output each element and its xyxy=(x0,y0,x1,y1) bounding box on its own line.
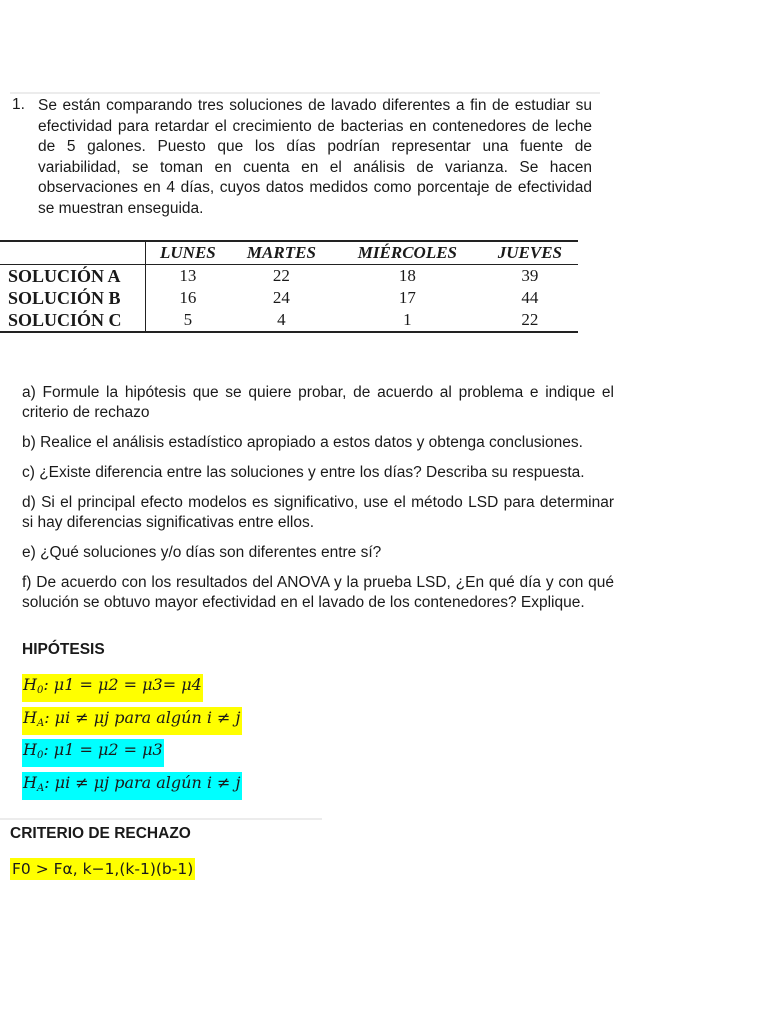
h-symbol: H xyxy=(23,773,37,792)
null-hypothesis-days xyxy=(22,674,203,702)
table-cell: 24 xyxy=(272,288,290,307)
question-c: c) ¿Existe diferencia entre las soluciones y entre los días? Describa su respuesta. xyxy=(22,464,585,481)
data-table xyxy=(0,240,578,333)
question-b: b) Realice el análisis estadístico apropiado a estos datos y obtenga conclusiones. xyxy=(22,434,583,451)
header-jueves: JUEVES xyxy=(482,241,578,265)
table-cell: 22 xyxy=(482,309,578,332)
table-cell: 22 xyxy=(272,266,290,285)
table-cell: 16 xyxy=(179,288,197,307)
table-cell: 18 xyxy=(398,266,416,285)
header-miercoles: MIÉRCOLES xyxy=(333,241,482,265)
table-cell: 17 xyxy=(398,288,416,307)
question-f: f) De acuerdo con los resultados del ANOVA y la prueba LSD, ¿En qué día y con qué solución se obtuvo mayor efectividad en el lavado de los contenedores? Explique. xyxy=(22,574,614,611)
h-expression: : μ1 = μ2 = μ3= μ4 xyxy=(43,675,202,694)
table-cell: 39 xyxy=(521,266,539,285)
question-d: d) Si el principal efecto modelos es significativo, use el método LSD para determinar si hay diferencias significativas entre ellos. xyxy=(22,494,614,531)
h-subscript: 0 xyxy=(36,685,44,696)
h-expression: : μi ≠ μj para algún i ≠ j xyxy=(44,773,241,792)
section-divider xyxy=(0,818,322,820)
header-martes: MARTES xyxy=(230,241,333,265)
null-hypothesis-solutions xyxy=(22,739,164,767)
alt-hypothesis-solutions xyxy=(22,772,242,800)
h-symbol: H xyxy=(23,740,37,759)
h-subscript: A xyxy=(36,783,45,794)
hypothesis-title: HIPÓTESIS xyxy=(22,641,105,658)
table-cell: 1 xyxy=(333,309,482,332)
h-symbol: H xyxy=(23,675,37,694)
questions-list xyxy=(22,383,614,623)
h-expression: : μi ≠ μj para algún i ≠ j xyxy=(44,708,241,727)
h-subscript: 0 xyxy=(36,750,44,761)
question-a: a) Formule la hipótesis que se quiere probar, de acuerdo al problema e indique el criterio de rechazo xyxy=(22,384,614,421)
problem-number: 1. xyxy=(12,96,25,113)
row-label: SOLUCIÓN B xyxy=(0,287,146,309)
table-row xyxy=(0,309,578,332)
table-row xyxy=(0,265,578,288)
row-label: SOLUCIÓN A xyxy=(0,265,146,288)
table-row xyxy=(0,287,578,309)
table-cell: 4 xyxy=(230,309,333,332)
alt-hypothesis-days xyxy=(22,707,242,735)
problem-text: Se están comparando tres soluciones de lavado diferentes a fin de estudiar su efectividad para retardar el crecimiento de bacterias en contenedores de leche de 5 galones. Puesto que los días podrían representar una fuente de variabilidad, se toman en cuenta en el análisis de varianza. Se hacen observaciones en 4 días, cuyos datos medidos como porcentaje de efectividad se muestran enseguida. xyxy=(38,97,592,217)
rejection-criterion: F0 > Fα, k−1,(k-1)(b-1) xyxy=(12,860,194,878)
header-lunes: LUNES xyxy=(146,241,230,265)
question-e: e) ¿Qué soluciones y/o días son diferentes entre sí? xyxy=(22,544,382,561)
table-cell: 5 xyxy=(146,309,230,332)
table-corner xyxy=(0,241,146,265)
row-label: SOLUCIÓN C xyxy=(0,309,146,332)
table-cell: 44 xyxy=(521,288,539,307)
top-divider xyxy=(10,92,600,94)
table-cell: 13 xyxy=(179,266,197,285)
h-subscript: A xyxy=(36,718,45,729)
criterion-title: CRITERIO DE RECHAZO xyxy=(10,825,191,842)
table-header-row xyxy=(0,241,578,265)
h-symbol: H xyxy=(23,708,37,727)
h-expression: : μ1 = μ2 = μ3 xyxy=(43,740,163,759)
